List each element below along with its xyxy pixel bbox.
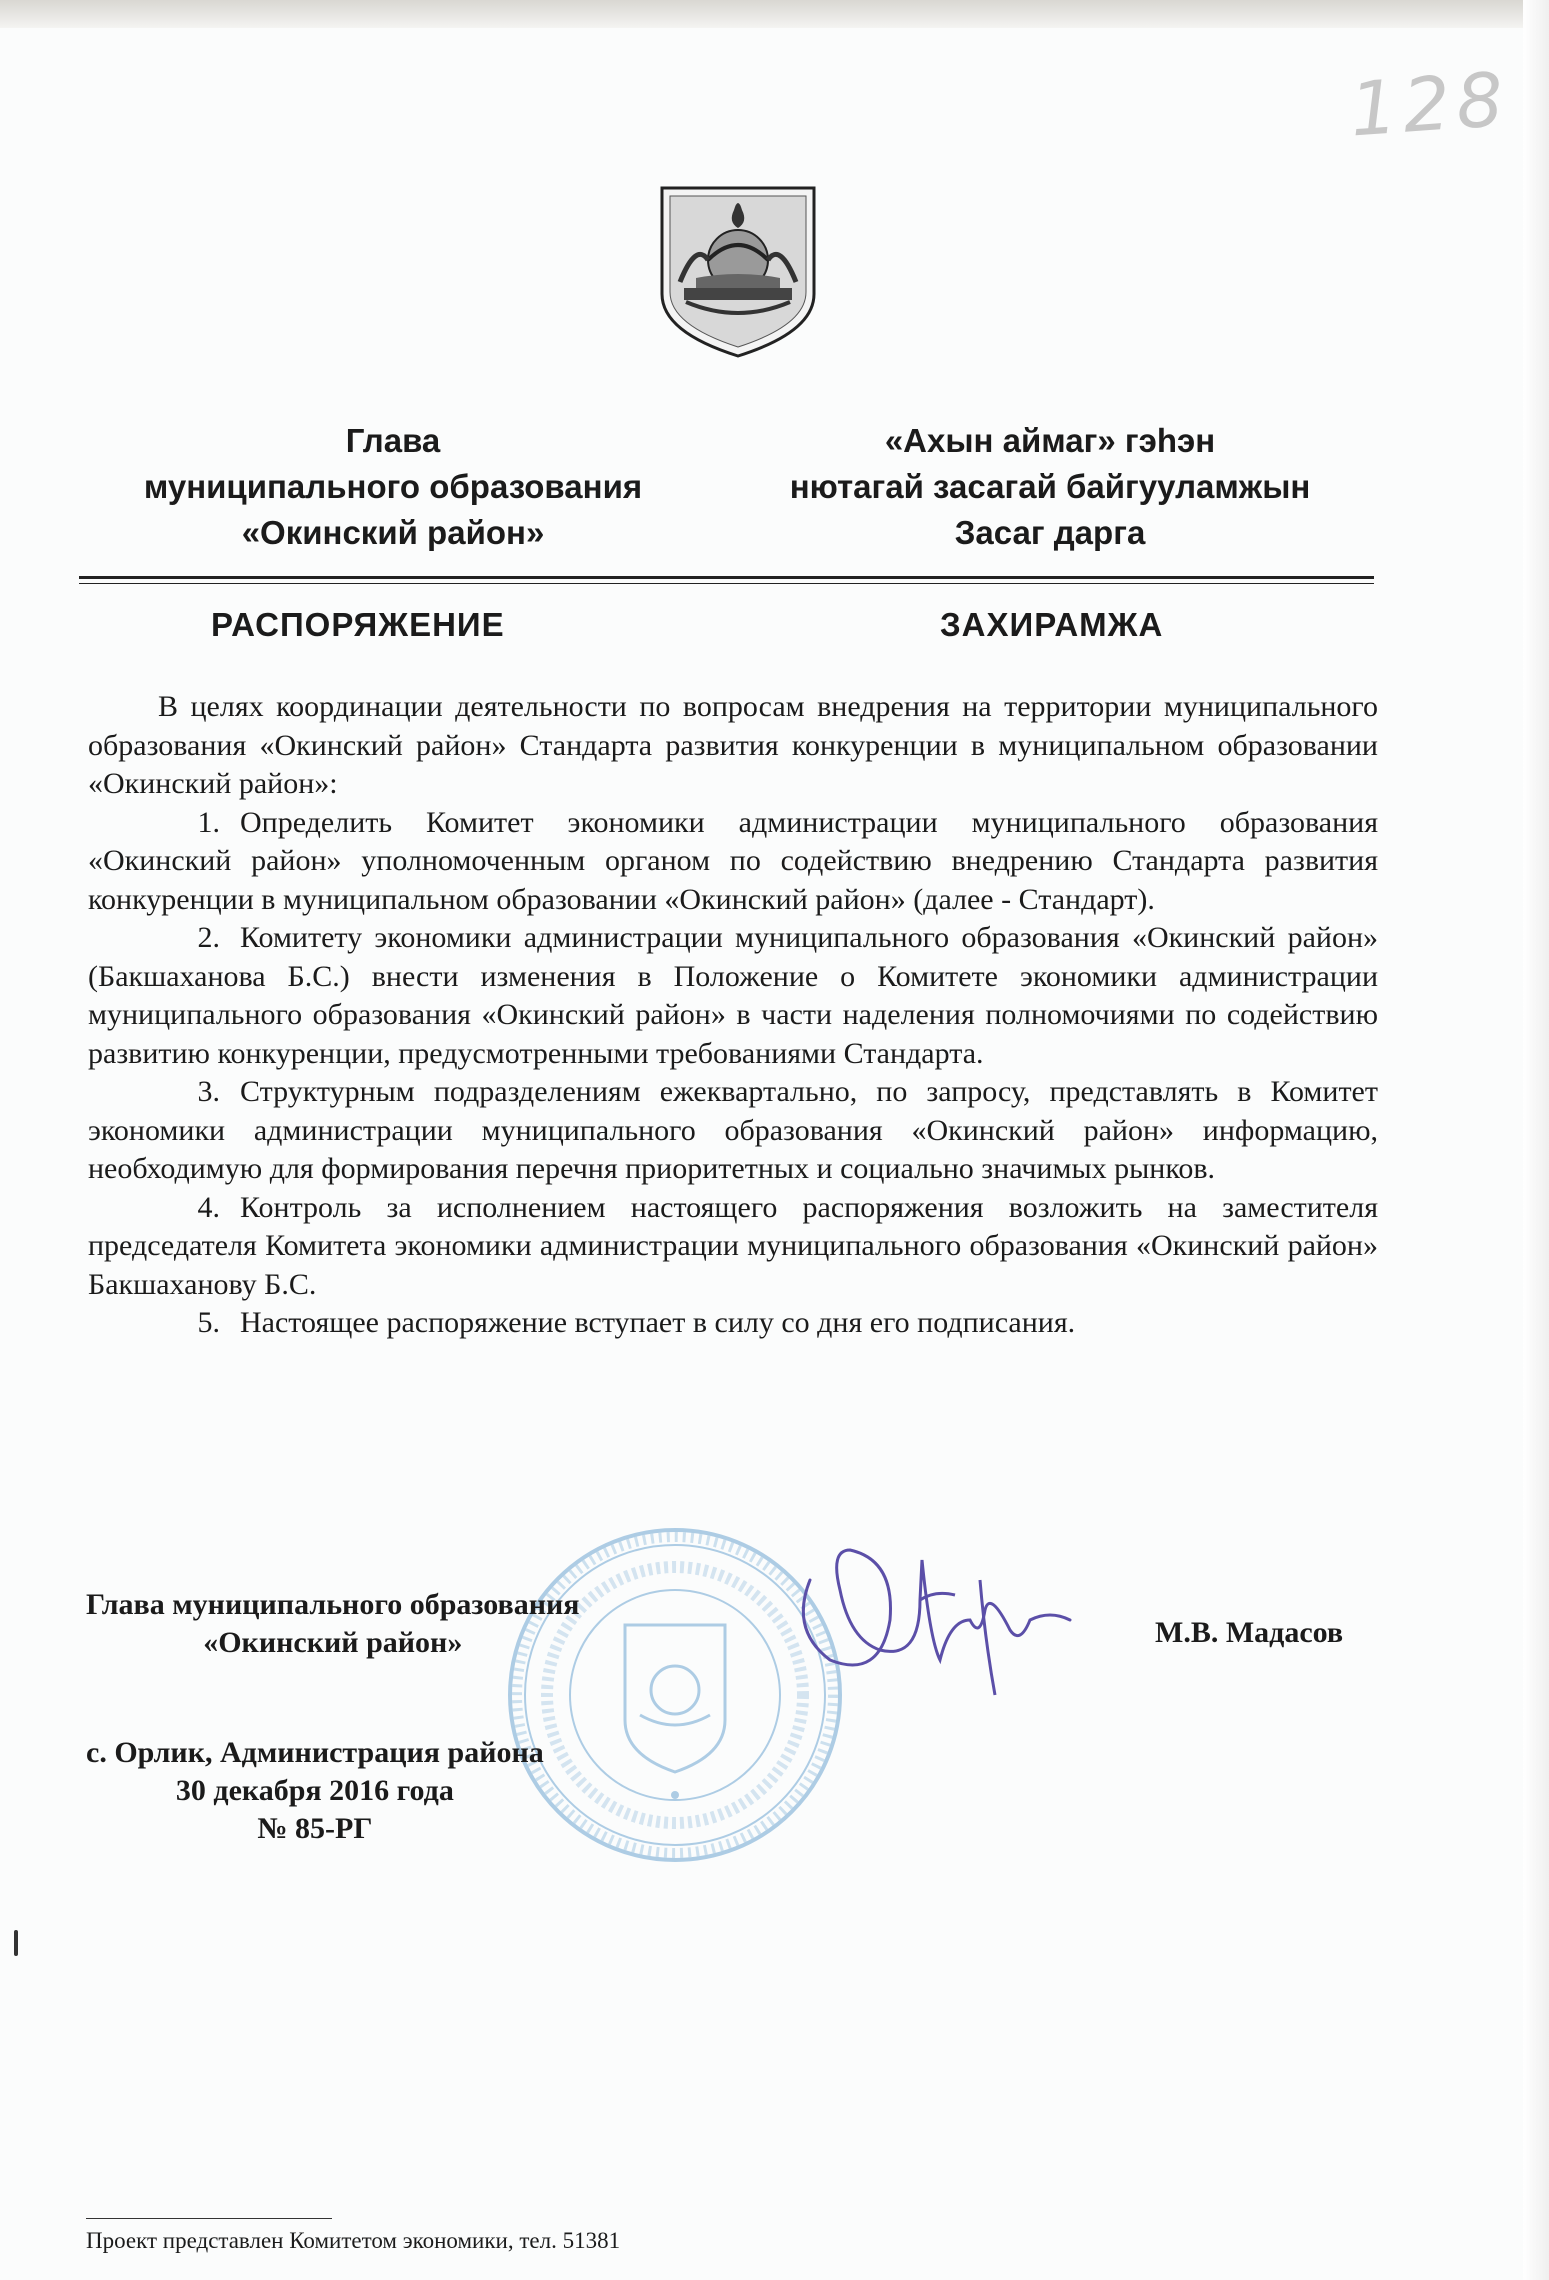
- list-item-number: 2.: [197, 921, 220, 954]
- list-item: [88, 919, 1378, 1073]
- coat-of-arms-emblem: [656, 182, 820, 360]
- list-item-number: 5.: [197, 1306, 220, 1339]
- list-item-number: 1.: [197, 805, 220, 839]
- list-item-number: 3.: [197, 1075, 220, 1108]
- header-buryat-line-1: «Ахын аймаг» гэһэн: [884, 422, 1216, 459]
- header-russian-line-2: муниципального образования: [143, 468, 643, 505]
- list-item-number: 4.: [197, 1190, 220, 1224]
- list-item-text: Настоящее распоряжение вступает в силу со дня его подписания.: [240, 1306, 1076, 1339]
- signatory-title: [86, 1586, 580, 1662]
- header-buryat-line-2: нютагай засагай байгууламжын: [789, 468, 1311, 505]
- doc-type-russian: РАСПОРЯЖЕНИЕ: [211, 606, 505, 643]
- header-russian-line-1: Глава: [345, 422, 441, 459]
- place-line: с. Орлик, Администрация района: [86, 1736, 544, 1769]
- list-item-text: Контроль за исполнением настоящего распоряжения возложить на заместителя председателя Комитета экономики администрации муниципального образования «Окинский район» Бакшаханову Б.С.: [88, 1190, 1378, 1301]
- place-date-number: [86, 1734, 544, 1848]
- list-item-text: Структурным подразделениям ежеквартально, по запросу, представлять в Комитет экономики администрации муниципального образования «Окинский район» информацию, необходимую для формирования перечня приоритетных и социально значимых рынков.: [88, 1075, 1378, 1185]
- list-item-text: Определить Комитет экономики администрации муниципального образования «Окинский район» уполномоченным органом по содействию внедрению Стандарта развития конкуренции в муниципальном образовании «Окинский район» (далее - Стандарт).: [88, 805, 1378, 916]
- header-buryat: [750, 418, 1350, 556]
- signatory-title-line-1: Глава муниципального образования: [86, 1588, 580, 1621]
- list-item: [88, 1073, 1378, 1189]
- date-line: 30 декабря 2016 года: [175, 1774, 454, 1807]
- header-divider-thick: [79, 576, 1374, 579]
- footnote-divider: [86, 2218, 332, 2219]
- doc-number-line: № 85-РГ: [257, 1812, 373, 1845]
- list-item: [88, 804, 1378, 920]
- header-russian-line-3: «Окинский район»: [241, 514, 545, 551]
- scan-top-edge: [0, 0, 1549, 28]
- document-body: [88, 688, 1378, 1343]
- signatory-title-line-2: «Окинский район»: [203, 1626, 463, 1659]
- signatory-name: М.В. Мадасов: [1155, 1616, 1344, 1649]
- header-buryat-line-3: Засаг дарга: [954, 514, 1146, 551]
- margin-mark: [14, 1930, 18, 1956]
- scan-right-edge: [1523, 0, 1549, 2280]
- intro-paragraph: В целях координации деятельности по вопросам внедрения на территории муниципального образования «Окинский район» Стандарта развития конкуренции в муниципальном образовании «Окинский район»:: [88, 690, 1378, 800]
- doc-type-buryat: ЗАХИРАМЖА: [940, 606, 1164, 643]
- signature-icon: [770, 1520, 1090, 1710]
- header-divider-thin: [79, 583, 1374, 584]
- handwritten-signature: [770, 1520, 1090, 1710]
- coat-of-arms-icon: [656, 182, 820, 360]
- footnote: Проект представлен Комитетом экономики, тел. 51381: [86, 2228, 621, 2253]
- header-russian: [93, 418, 693, 556]
- list-item-text: Комитету экономики администрации муниципального образования «Окинский район» (Бакшаханова Б.С.) внести изменения в Положение о Комитете экономики администрации муниципального образования «Окинский район» в части наделения полномочиями по содействию развитию конкуренции, предусмотренными требованиями Стандарта.: [88, 921, 1378, 1070]
- list-item: [88, 1304, 1378, 1343]
- handwritten-page-number: 128: [1347, 56, 1513, 154]
- list-item: [88, 1189, 1378, 1305]
